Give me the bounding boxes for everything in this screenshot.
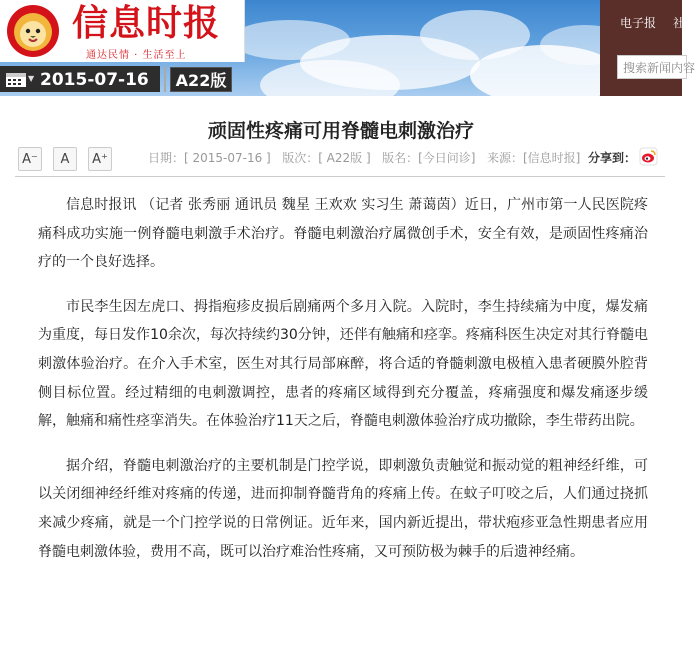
- article-body: [38, 191, 648, 582]
- community-link[interactable]: 社: [673, 16, 686, 30]
- font-increase-button[interactable]: A⁺: [88, 147, 112, 171]
- logo-title: 信息时报: [72, 3, 221, 44]
- article-title: 顽固性疼痛可用脊髓电刺激治疗: [207, 120, 474, 142]
- meta-section: 版名：[今日问诊]: [382, 151, 476, 165]
- chevron-down-icon[interactable]: ▼: [28, 74, 35, 83]
- epaper-link[interactable]: 电子报: [620, 16, 657, 30]
- divider: [164, 66, 166, 92]
- calendar-icon[interactable]: [6, 71, 26, 87]
- article-paragraph: 信息时报讯 （记者 张秀丽 通讯员 魏星 王欢欢 实习生 萧蔼茵）近日，广州市第一人民医院疼痛科成功实施一例脊髓电刺激手术治疗。脊髓电刺激治疗属微创手术，安全有效，是顽固性疼痛治疗的一个良好选择。: [38, 197, 648, 271]
- search-input[interactable]: 搜索新闻内容: [617, 55, 687, 79]
- article-meta: [148, 149, 580, 166]
- meta-page: 版次：[ A22版 ]: [282, 151, 371, 165]
- article-paragraph: 据介绍，脊髓电刺激治疗的主要机制是门控学说，即刺激负责触觉和振动觉的粗神经纤维，可以关闭细神经纤维对疼痛的传递，进而抑制脊髓背角的疼痛上传。在蚊子叮咬之后，人们通过挠抓来减少疼痛，就是一个门控学说的日常例证。近年来，国内新近提出，带状疱疹亚急性期患者应用脊髓电刺激体验，费用不高，既可以治疗难治性疼痛，又可预防极为棘手的后遗神经痛。: [38, 457, 648, 560]
- meta-source: 来源：[信息时报]: [486, 151, 581, 165]
- font-decrease-button[interactable]: A⁻: [18, 147, 42, 171]
- divider: [15, 176, 665, 177]
- issue-date[interactable]: 2015-07-16: [40, 70, 149, 90]
- article-paragraph: 市民李生因左虎口、拇指疱疹皮损后剧痛两个多月入院。入院时，李生持续痛为中度，爆发痛为重度，每日发作10余次，每次持续约30分钟，还伴有触痛和痉挛。疼痛科医生决定对其行脊髓电刺激体验治疗。在介入手术室，医生对其行局部麻醉，将合适的脊髓刺激电极植入患者硬膜外腔背侧目标位置。经过精细的电刺激调控，患者的疼痛区域得到充分覆盖，疼痛强度和爆发痛逐步缓解，触痛和痛性痉挛消失。在体验治疗11天之后，脊髓电刺激体验治疗成功撤除，李生带药出院。: [38, 298, 648, 430]
- lion-logo-icon: [6, 4, 60, 58]
- meta-date: 日期：[ 2015-07-16 ]: [148, 151, 271, 165]
- share-label: 分享到：: [588, 151, 637, 165]
- edition-selector[interactable]: A22版: [170, 67, 232, 92]
- weibo-share-icon[interactable]: [640, 148, 657, 165]
- logo-slogan: 通达民情 · 生活至上: [86, 50, 187, 61]
- logo[interactable]: [0, 0, 245, 62]
- font-reset-button[interactable]: A: [53, 147, 77, 171]
